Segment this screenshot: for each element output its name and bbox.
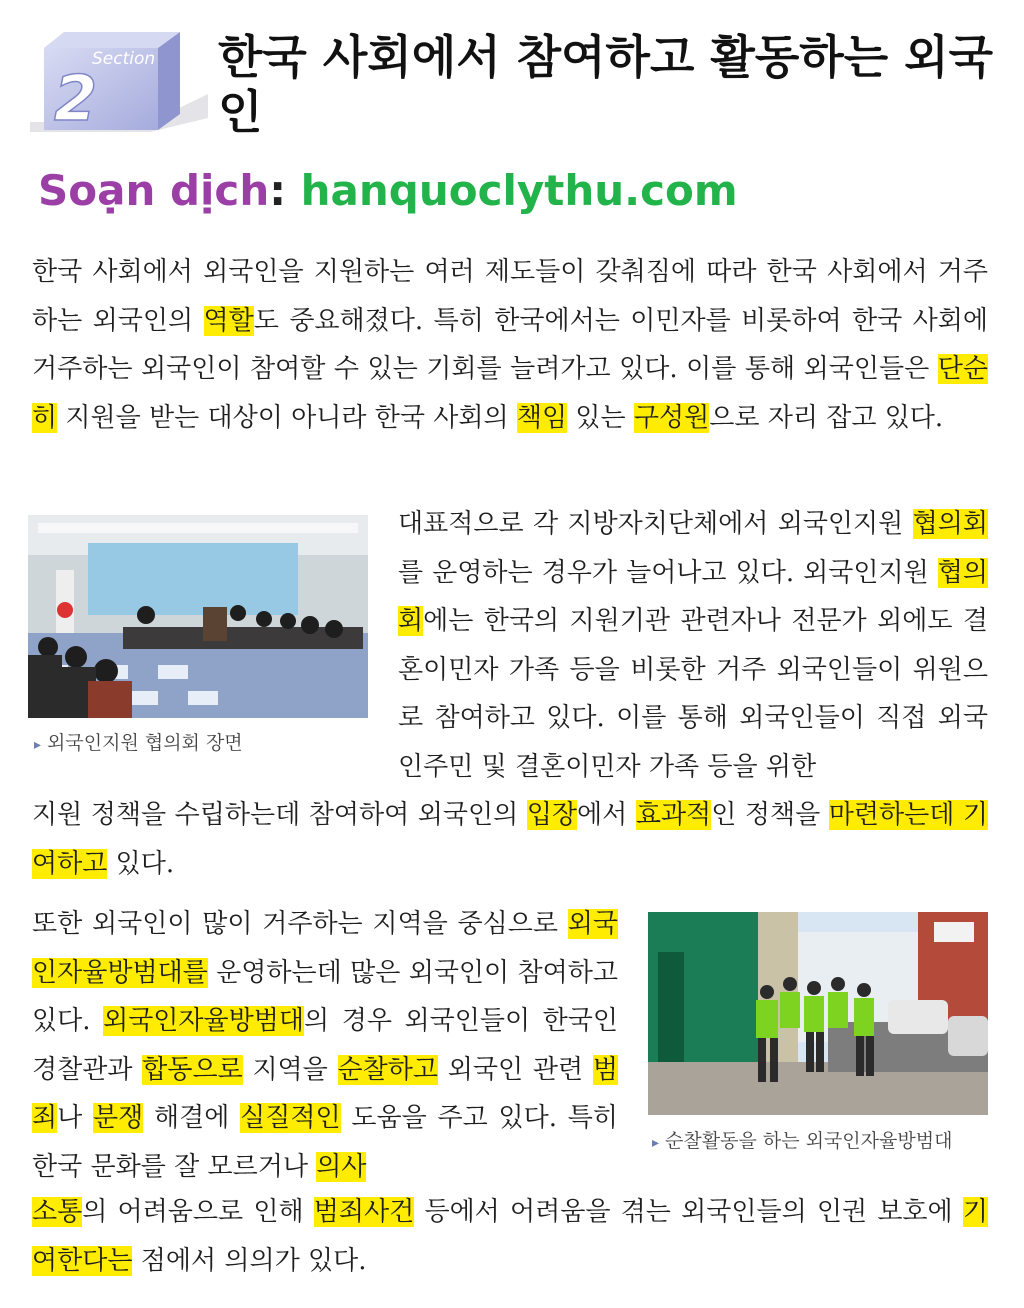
highlighted-term: 구성원 bbox=[633, 402, 710, 433]
highlighted-term: 책임 bbox=[516, 402, 568, 433]
highlighted-term: 의사 bbox=[316, 1151, 367, 1182]
credit-colon: : bbox=[269, 166, 287, 215]
text-run: 운영하는데 많은 외국인이 참여하고 있다. bbox=[32, 957, 618, 1036]
highlighted-term: 범죄사건 bbox=[313, 1197, 415, 1227]
highlighted-term: 역할 bbox=[203, 305, 254, 336]
credit-line bbox=[38, 163, 738, 219]
meeting-photo bbox=[28, 515, 368, 718]
credit-label: Soạn dịch bbox=[38, 166, 270, 215]
text-run: 있는 bbox=[567, 402, 634, 433]
caption-meeting bbox=[34, 728, 243, 755]
paragraph-council-cont bbox=[32, 791, 988, 888]
page-title: 한국 사회에서 참여하고 활동하는 외국인 bbox=[218, 30, 994, 139]
paragraph-council bbox=[398, 500, 988, 791]
highlighted-term: 외국인자율방범대를 bbox=[32, 909, 618, 988]
text-run: 있다. bbox=[107, 848, 175, 879]
text-run: 외국인 관련 bbox=[438, 1054, 593, 1085]
caption-patrol bbox=[652, 1126, 952, 1153]
text-run: 또한 외국인이 많이 거주하는 지역을 중심으로 bbox=[32, 909, 568, 939]
text-run: 지원을 받는 대상이 아니라 한국 사회의 bbox=[57, 402, 517, 433]
text-run: 도움을 주고 있다. 특히 한국 문화를 잘 모르거나 bbox=[32, 1103, 618, 1182]
text-run: 의 어려움으로 인해 bbox=[82, 1197, 314, 1227]
highlighted-term: 범죄 bbox=[32, 1054, 618, 1133]
highlighted-term: 소통 bbox=[32, 1197, 83, 1227]
caption-marker-icon: ▸ bbox=[34, 737, 42, 753]
highlighted-term: 단순히 bbox=[32, 354, 988, 433]
highlighted-term: 효과적 bbox=[635, 800, 712, 830]
highlighted-term: 입장 bbox=[526, 800, 578, 830]
text-run: 의 경우 외국인들이 한국인 경찰관과 bbox=[32, 1006, 618, 1085]
text-run: 나 bbox=[57, 1103, 94, 1133]
highlighted-term: 외국인자율방범대 bbox=[103, 1006, 305, 1036]
paragraph-patrol bbox=[32, 900, 618, 1191]
text-run: 으로 자리 잡고 있다. bbox=[709, 402, 944, 433]
highlighted-term: 실질적인 bbox=[240, 1103, 341, 1133]
caption-meeting-text: 외국인지원 협의회 장면 bbox=[47, 732, 243, 754]
text-run: 지역을 bbox=[242, 1054, 338, 1085]
paragraph-patrol-cont bbox=[32, 1188, 988, 1285]
text-run: 한국 사회에서 외국인을 지원하는 여러 제도들이 갖춰짐에 따라 한국 사회에서 거주하는 외국인의 bbox=[32, 257, 988, 336]
credit-url: hanquoclythu.com bbox=[300, 166, 738, 215]
text-run: 인 정책을 bbox=[711, 800, 829, 830]
text-run: 에는 한국의 지원기관 관련자나 전문가 외에도 결혼이민자 가족 등을 비롯한 거주 외국인들이 위원으로 참여하고 있다. 이를 통해 외국인들이 직접 외국인주민 및 결혼이민자 가족 등을 위한 bbox=[398, 606, 988, 782]
paragraph-intro bbox=[32, 248, 988, 442]
highlighted-term: 협의회 bbox=[912, 509, 988, 539]
caption-patrol-text: 순찰활동을 하는 외국인자율방범대 bbox=[665, 1130, 953, 1152]
section-word: Section bbox=[92, 49, 156, 69]
highlighted-term: 합동으로 bbox=[142, 1054, 243, 1085]
text-run: 를 운영하는 경우가 늘어나고 있다. 외국인지원 bbox=[398, 557, 938, 588]
highlighted-term: 순찰하고 bbox=[337, 1054, 439, 1085]
caption-marker-icon: ▸ bbox=[652, 1135, 660, 1151]
section-badge bbox=[30, 22, 210, 134]
text-run: 도 중요해졌다. 특히 한국에서는 이민자를 비롯하여 한국 사회에 거주하는 외국인이 참여할 수 있는 기회를 늘려가고 있다. 이를 통해 외국인들은 bbox=[32, 305, 988, 384]
patrol-photo bbox=[648, 912, 988, 1115]
text-run: 점에서 의의가 있다. bbox=[132, 1245, 367, 1276]
highlighted-term: 기여한다는 bbox=[32, 1197, 988, 1276]
text-run: 등에서 어려움을 겪는 외국인들의 인권 보호에 bbox=[414, 1197, 963, 1227]
section-badge-graphic bbox=[30, 22, 210, 134]
text-run: 지원 정책을 수립하는데 참여하여 외국인의 bbox=[32, 800, 527, 830]
highlighted-term: 마련하는데 기여하고 bbox=[32, 800, 988, 879]
highlighted-term: 분쟁 bbox=[93, 1103, 144, 1133]
section-number: 2 bbox=[54, 62, 98, 134]
highlighted-term: 협의회 bbox=[398, 557, 988, 636]
text-run: 에서 bbox=[577, 800, 636, 830]
text-run: 대표적으로 각 지방자치단체에서 외국인지원 bbox=[398, 509, 913, 539]
text-run: 해결에 bbox=[143, 1103, 241, 1133]
